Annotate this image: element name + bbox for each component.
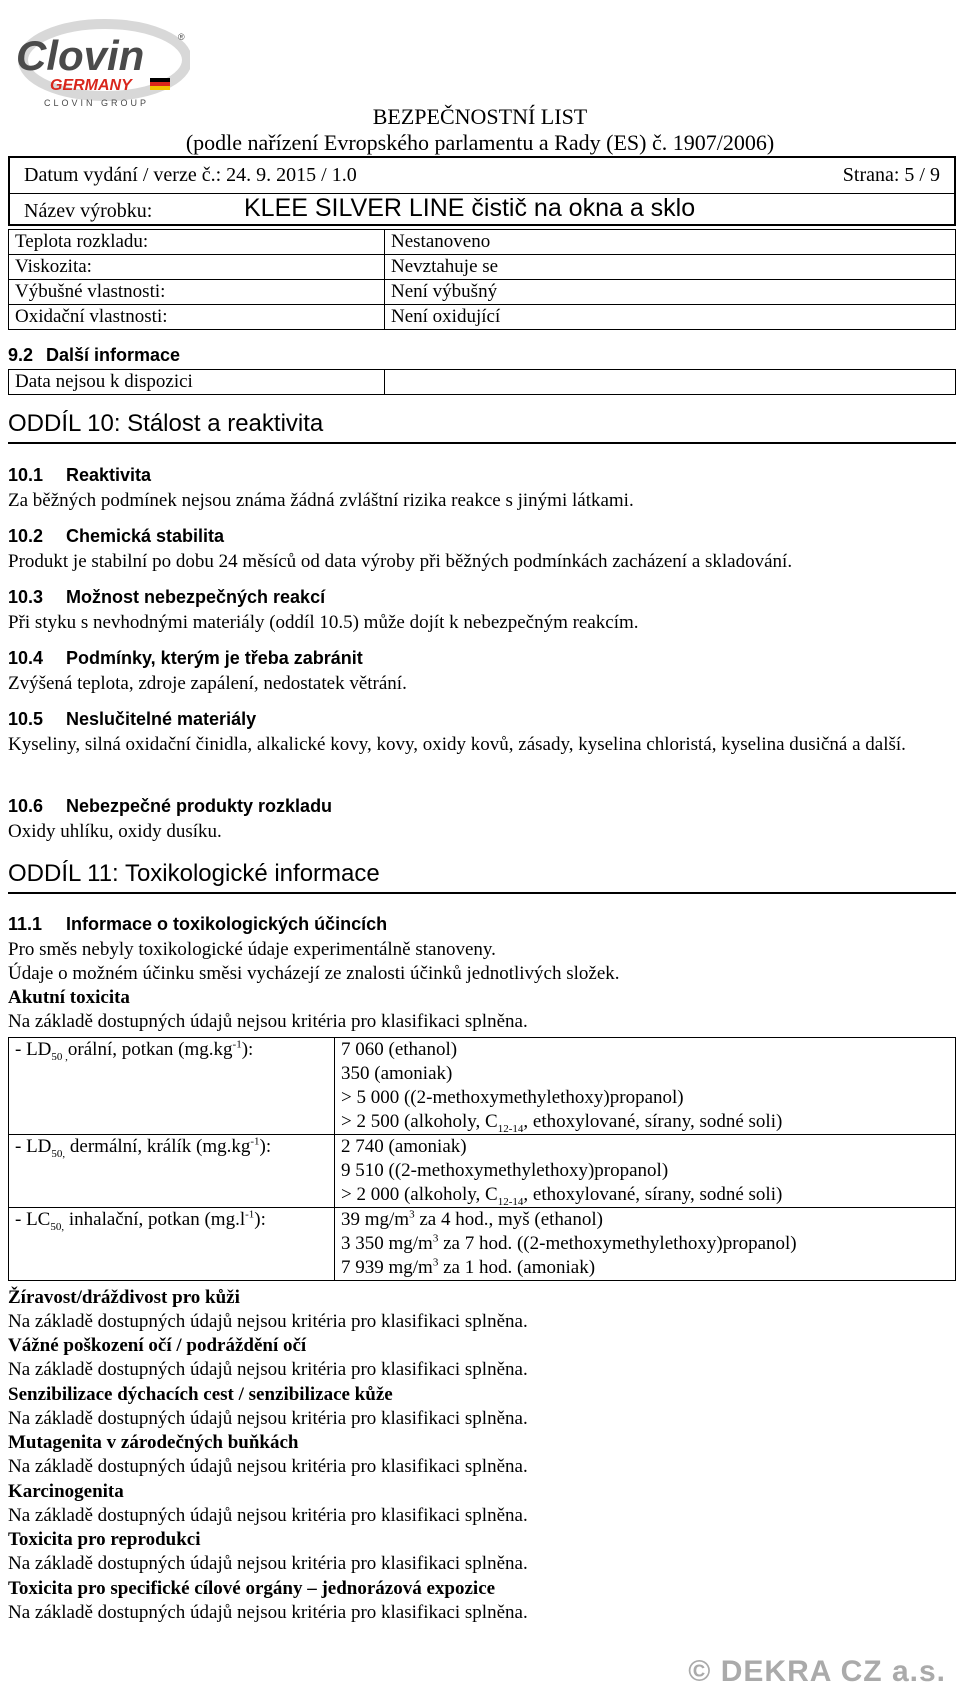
acute-toxicity-title: Akutní toxicita (8, 987, 130, 1008)
class-text: Na základě dostupných údajů nejsou kritéria pro klasifikaci splněna. (8, 1602, 528, 1623)
section-10-3-heading: 10.3 Možnost nebezpečných reakcí (8, 587, 326, 607)
section-10-1-heading: 10.1 Reaktivita (8, 465, 152, 485)
section-10-3-text: Při styku s nevhodnými materiály (oddíl 10.5) může dojít k nebezpečným reakcím. (8, 612, 639, 633)
class-text: Na základě dostupných údajů nejsou kritéria pro klasifikaci splněna. (8, 1408, 528, 1429)
tox-values: 2 740 (amoniak) 9 510 ((2-methoxymethylethoxy)propanol) > 2 000 (alkoholy, $C_{12-14}$, ethoxylované, sírany, sodné soli) (335, 1135, 956, 1208)
class-text: Na základě dostupných údajů nejsou kritéria pro klasifikaci splněna. (8, 1311, 528, 1332)
section-10-4-heading: 10.4 Podmínky, kterým je třeba zabránit (8, 648, 363, 668)
clovin-logo (10, 18, 190, 108)
info-table (8, 369, 956, 395)
class-text: Na základě dostupných údajů nejsou kritéria pro klasifikaci splněna. (8, 1456, 528, 1477)
table-row (9, 1208, 956, 1281)
class-text: Na základě dostupných údajů nejsou kritéria pro klasifikaci splněna. (8, 1359, 528, 1380)
prop-key: Viskozita: (9, 255, 385, 280)
section-11-1-heading: 11.1 Informace o toxikologických účincích (8, 914, 388, 934)
product-label: Název výrobku: (24, 200, 153, 222)
properties-table (8, 229, 956, 330)
table-row (9, 1038, 956, 1135)
class-title: Senzibilizace dýchacích cest / senzibilizace kůže (8, 1384, 393, 1405)
table-row (9, 280, 956, 305)
tox-key: - $LD_{50,}$ dermální, králík $(mg.kg^{-1})$: (9, 1135, 335, 1208)
table-row (9, 305, 956, 330)
class-title: Toxicita pro reprodukci (8, 1529, 201, 1550)
dekra-watermark: © DEKRA CZ a.s. (688, 1655, 946, 1688)
prop-value: Nestanoveno (385, 230, 956, 255)
section-10-1-text: Za běžných podmínek nejsou známa žádná zvláštní rizika reakce s jinými látkami. (8, 490, 634, 511)
class-title: Mutagenita v zárodečných buňkách (8, 1432, 299, 1453)
page-number: Strana: 5 / 9 (842, 164, 940, 186)
document-subtitle: (podle nařízení Evropského parlamentu a Rady (ES) č. 1907/2006) (185, 130, 775, 155)
class-title: Vážné poškození očí / podráždění očí (8, 1335, 307, 1356)
toxicity-table (8, 1037, 956, 1281)
section-10-2-text: Produkt je stabilní po dobu 24 měsíců od data výroby při běžných podmínkách zacházení a skladování. (8, 551, 793, 572)
prop-key: Výbušné vlastnosti: (9, 280, 385, 305)
class-text: Na základě dostupných údajů nejsou kritéria pro klasifikaci splněna. (8, 1553, 528, 1574)
prop-value: Není oxidující (385, 305, 956, 330)
tox-key: - $LD_{50 ,}orá\ln í$, potkan $(mg.kg^{-1})$: (9, 1038, 335, 1135)
table-row (9, 230, 956, 255)
section-11-heading: ODDÍL 11: Toxikologické informace (8, 860, 956, 894)
issue-date: Datum vydání / verze č.: 24. 9. 2015 / 1.0 (24, 164, 357, 186)
section-10-4-text: Zvýšená teplota, zdroje zapálení, nedostatek větrání. (8, 673, 407, 694)
document-title: BEZPEČNOSTNÍ LIST (372, 104, 588, 129)
logo-brand: Clovin (16, 32, 145, 79)
tox-key: - $LC_{50,}$ inhalační, potkan $(mg.l^{-1})$: (9, 1208, 335, 1281)
table-row (9, 1135, 956, 1208)
section-10-heading: ODDÍL 10: Stálost a reaktivita (8, 410, 956, 444)
section-10-6-heading: 10.6 Nebezpečné produkty rozkladu (8, 796, 333, 816)
info-cell: Data nejsou k dispozici (9, 370, 385, 395)
tox-intro-2: Údaje o možném účinku směsi vycházejí ze znalosti účinků jednotlivých složek. (8, 963, 620, 984)
prop-value: Nevztahuje se (385, 255, 956, 280)
class-text: Na základě dostupných údajů nejsou kritéria pro klasifikaci splněna. (8, 1505, 528, 1526)
tox-intro-1: Pro směs nebyly toxikologické údaje experimentálně stanoveny. (8, 939, 496, 960)
header-box (8, 156, 956, 226)
prop-key: Teplota rozkladu: (9, 230, 385, 255)
logo-sub: GERMANY (50, 77, 132, 94)
table-row (9, 255, 956, 280)
section-10-6-text: Oxidy uhlíku, oxidy dusíku. (8, 821, 222, 842)
section-9-2-heading: 9.2 Další informace (8, 345, 181, 365)
logo-group: CLOVIN GROUP (44, 98, 150, 108)
section-10-5-heading: 10.5 Neslučitelné materiály (8, 709, 257, 729)
product-name: KLEE SILVER LINE čistič na okna a sklo (244, 194, 696, 222)
logo-registered: ® (178, 32, 185, 42)
acute-toxicity-text: Na základě dostupných údajů nejsou kritéria pro klasifikaci splněna. (8, 1011, 528, 1032)
table-row (9, 370, 956, 395)
prop-key: Oxidační vlastnosti: (9, 305, 385, 330)
section-10-2-heading: 10.2 Chemická stabilita (8, 526, 225, 546)
class-title: Žíravost/dráždivost pro kůži (8, 1287, 240, 1308)
tox-values: 39 $mg/m^3$ za 4 hod., myš (ethanol) 3 350 $mg/m^3$ za 7 hod. ((2-methoxymethylethoxy)propanol) 7 939 $mg/m^3$ za 1 hod. (amoniak) (335, 1208, 956, 1281)
tox-values: 7 060 (ethanol) 350 (amoniak) > 5 000 ((2-methoxymethylethoxy)propanol) > 2 500 (alkoholy, $C_{12-14}$, ethoxylované, sírany, sodné soli) (335, 1038, 956, 1135)
class-title: Toxicita pro specifické cílové orgány – jednorázová expozice (8, 1578, 496, 1599)
prop-value: Není výbušný (385, 280, 956, 305)
class-title: Karcinogenita (8, 1481, 124, 1502)
section-10-5-text: Kyseliny, silná oxidační činidla, alkalické kovy, kovy, oxidy kovů, zásady, kyselina chloristá, kyselina dusičná a další. (8, 734, 906, 755)
